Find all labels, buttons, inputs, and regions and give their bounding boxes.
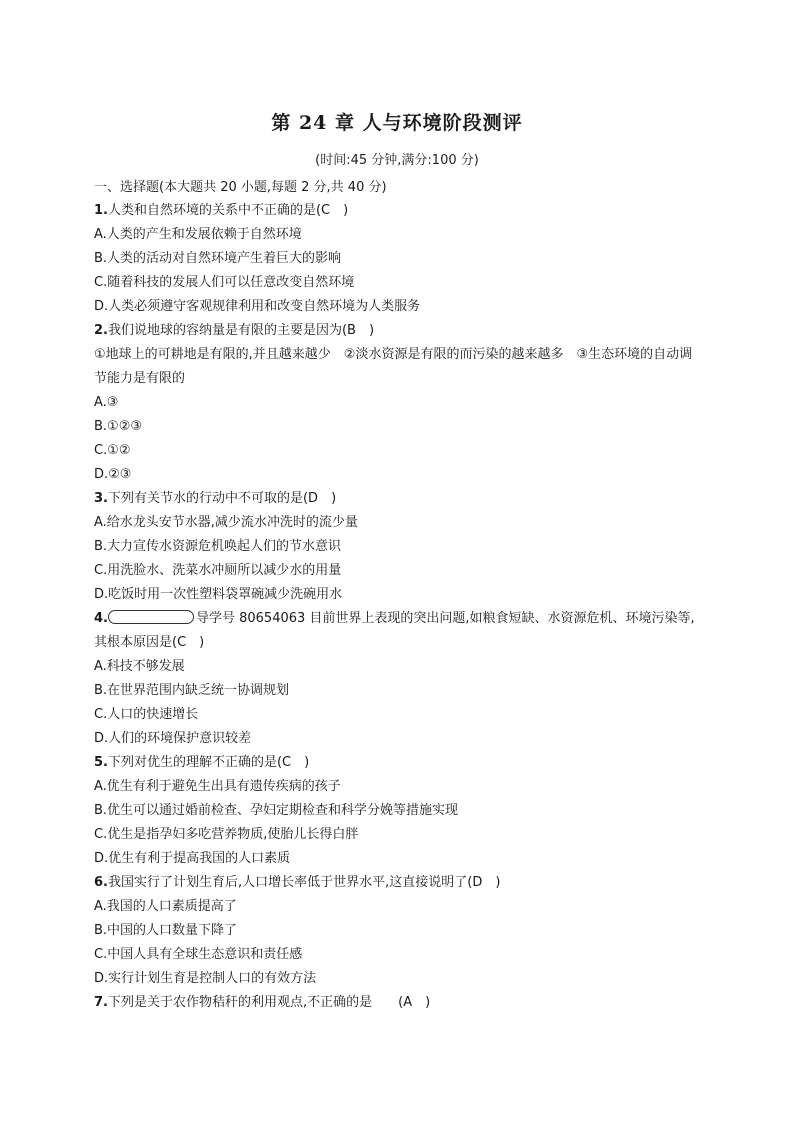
question-3 xyxy=(94,487,700,511)
option-a: A.给水龙头安节水器,减少流水冲洗时的流少量 xyxy=(94,515,358,530)
question-5 xyxy=(94,751,700,775)
option-c: C.随着科技的发展人们可以任意改变自然环境 xyxy=(94,275,355,290)
section-title: 一、选择题(本大题共 20 小题,每题 2 分,共 40 分) xyxy=(94,180,387,195)
option-b: B.大力宣传水资源危机唤起人们的节水意识 xyxy=(94,539,342,554)
option-d: D.优生有利于提高我国的人口素质 xyxy=(94,851,291,866)
option-d: D.吃饭时用一次性塑料袋罩碗减少洗碗用水 xyxy=(94,587,343,602)
option-b: B.在世界范围内缺乏统一协调规划 xyxy=(94,683,290,698)
option-a: A.优生有利于避免生出具有遗传疾病的孩子 xyxy=(94,779,341,794)
question-stem: 导学号 80654063 目前世界上表现的突出问题,如粮食短缺、水资源危机、环境污染等,其根本原因是(C ) xyxy=(94,611,695,650)
question-stem: 人类和自然环境的关系中不正确的是(C ) xyxy=(107,203,349,218)
question-1 xyxy=(94,199,700,223)
option-d: D.实行计划生育是控制人口的有效方法 xyxy=(94,971,317,986)
guide-number-badge xyxy=(108,610,194,624)
option-b: B.①②③ xyxy=(94,419,143,434)
question-7 xyxy=(94,991,700,1015)
exam-meta: (时间:45 分钟,满分:100 分) xyxy=(315,153,479,168)
question-number: 6. xyxy=(94,875,108,890)
option-b: B.人类的活动对自然环境产生着巨大的影响 xyxy=(94,251,342,266)
option-c: C.人口的快速增长 xyxy=(94,707,199,722)
option-d: D.人们的环境保护意识较差 xyxy=(94,731,252,746)
document-page xyxy=(94,108,700,1015)
option-d: D.人类必须遵守客观规律利用和改变自然环境为人类服务 xyxy=(94,299,421,314)
question-number: 5. xyxy=(94,755,108,770)
option-a: A.人类的产生和发展依赖于自然环境 xyxy=(94,227,302,242)
option-c: C.优生是指孕妇多吃营养物质,使胎儿长得白胖 xyxy=(94,827,359,842)
question-number: 2. xyxy=(94,323,108,338)
question-number: 1. xyxy=(94,203,108,218)
question-stem: 我们说地球的容纳量是有限的主要是因为(B ) xyxy=(107,323,375,338)
option-c: C.①② xyxy=(94,443,131,458)
option-a: A.我国的人口素质提高了 xyxy=(94,899,237,914)
option-b: B.中国的人口数量下降了 xyxy=(94,923,238,938)
question-stem: 下列有关节水的行动中不可取的是(D ) xyxy=(107,491,337,506)
option-c: C.用洗脸水、洗菜水冲厕所以减少水的用量 xyxy=(94,563,342,578)
question-2 xyxy=(94,319,700,343)
question-number: 7. xyxy=(94,995,108,1010)
option-a: A.科技不够发展 xyxy=(94,659,185,674)
question-number: 3. xyxy=(94,491,108,506)
question-6 xyxy=(94,871,700,895)
option-a: A.③ xyxy=(94,395,119,410)
question-stem: 下列对优生的理解不正确的是(C ) xyxy=(107,755,310,770)
page-title: 第 24 章 人与环境阶段测评 xyxy=(271,112,523,134)
option-d: D.②③ xyxy=(94,467,132,482)
question-4 xyxy=(94,607,700,655)
question-stem: 我国实行了计划生育后,人口增长率低于世界水平,这直接说明了(D ) xyxy=(107,875,501,890)
question-stem: 下列是关于农作物秸秆的利用观点,不正确的是 (A ) xyxy=(107,995,431,1010)
option-c: C.中国人具有全球生态意识和责任感 xyxy=(94,947,303,962)
question-number: 4. xyxy=(94,611,108,626)
option-b: B.优生可以通过婚前检查、孕妇定期检查和科学分娩等措施实现 xyxy=(94,803,459,818)
question-statements: ①地球上的可耕地是有限的,并且越来越少 ②淡水资源是有限的而污染的越来越多 ③生态环境的自动调节能力是有限的 xyxy=(94,347,693,386)
